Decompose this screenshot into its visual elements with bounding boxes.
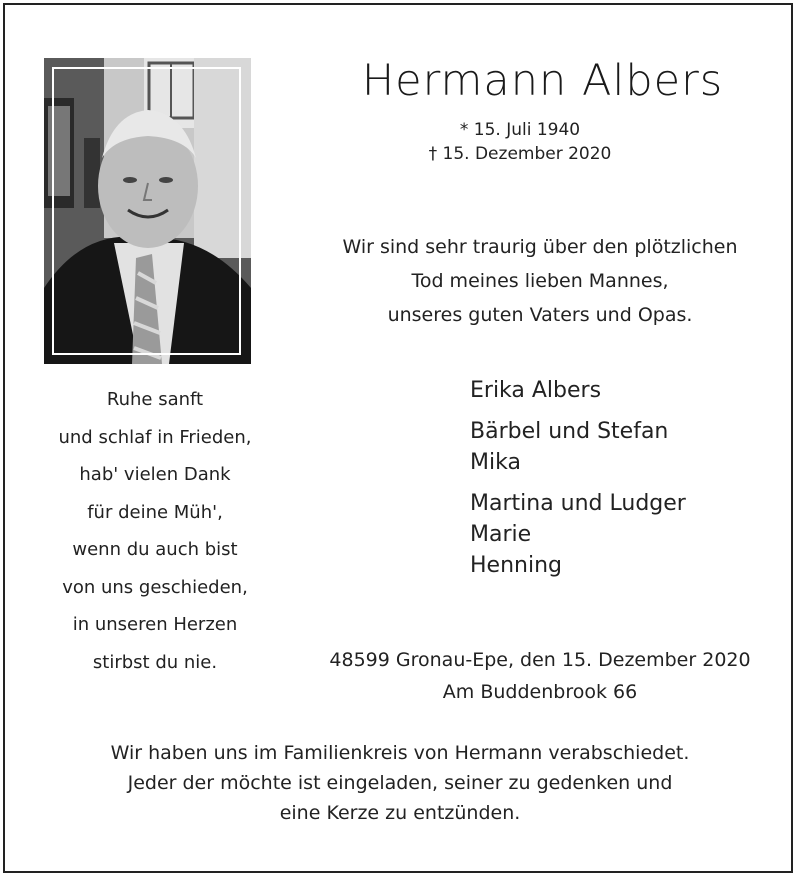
message-line: Tod meines lieben Mannes,	[411, 270, 669, 292]
death-date: † 15. Dezember 2020	[428, 144, 612, 164]
poem-line: wenn du auch bist	[72, 539, 238, 560]
life-dates	[410, 118, 630, 166]
family-group	[470, 375, 686, 406]
message-line: unseres guten Vaters und Opas.	[387, 304, 693, 326]
note-line: Wir haben uns im Familienkreis von Hermann verabschiedet.	[110, 742, 690, 764]
place-and-date	[300, 644, 780, 708]
message-line: Wir sind sehr traurig über den plötzlichen	[342, 236, 738, 258]
address-line: Am Buddenbrook 66	[442, 681, 638, 703]
place-date-line: 48599 Gronau-Epe, den 15. Dezember 2020	[329, 649, 751, 671]
poem-line: hab' vielen Dank	[79, 464, 231, 485]
portrait-photo	[44, 58, 251, 364]
poem-line: stirbst du nie.	[92, 651, 218, 673]
family-group	[470, 416, 686, 478]
note-line: eine Kerze zu entzünden.	[279, 802, 521, 824]
poem-line: für deine Müh',	[87, 501, 223, 523]
family-member: Mika	[470, 450, 521, 475]
family-group	[470, 488, 686, 581]
poem	[20, 381, 290, 681]
poem-line: in unseren Herzen	[72, 614, 238, 635]
farewell-note	[40, 738, 760, 828]
family-member: Marie	[470, 522, 532, 547]
family-list	[470, 375, 686, 591]
birth-date: * 15. Juli 1940	[459, 120, 581, 140]
poem-line: und schlaf in Frieden,	[58, 426, 252, 448]
mourning-message	[300, 230, 780, 332]
poem-line: Ruhe sanft	[106, 389, 204, 410]
poem-line: von uns geschieden,	[62, 576, 248, 598]
deceased-name: Hermann Albers	[361, 56, 724, 106]
photo-inner-border	[52, 67, 241, 355]
note-line: Jeder der möchte ist eingeladen, seiner zu gedenken und	[127, 772, 673, 794]
family-member: Erika Albers	[470, 378, 602, 403]
family-member: Martina und Ludger	[470, 491, 686, 516]
family-member: Henning	[470, 553, 562, 578]
family-member: Bärbel und Stefan	[470, 419, 669, 444]
